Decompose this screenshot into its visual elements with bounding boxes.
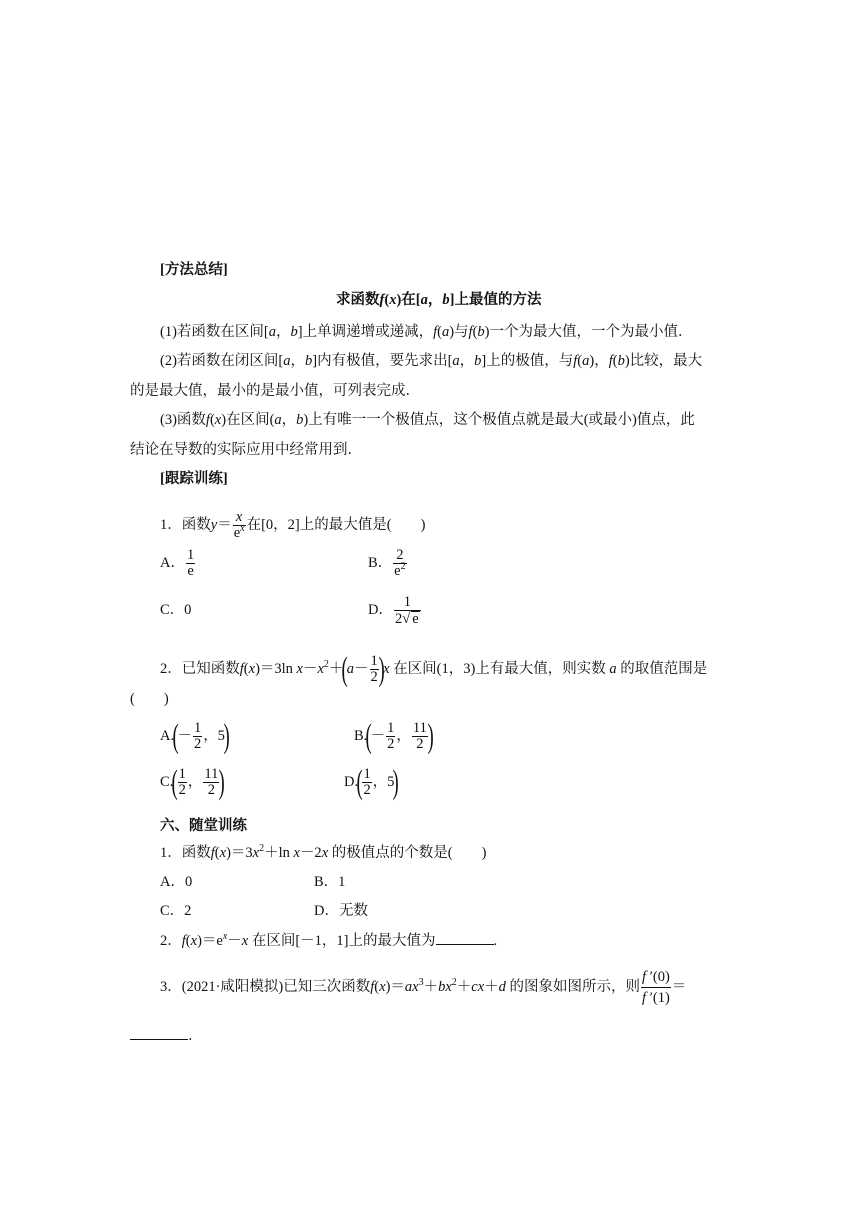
tracking-q2: 2．已知函数f(x)＝3ln $x-x^2+(a-$ $\frac{1}{2}$ )x 在区间(1，3)上有最大值，则实数 a 的取值范围是	[160, 650, 708, 688]
method-item-1: (1)若函数在区间[a，b]上单调递增或递减，f(a)与f(b)一个为最大值，一个为最小值．	[160, 324, 693, 340]
practice-q3: 3．(2021·咸阳模拟)已知三次函数$f(x)=ax^3+bx^2+cx+d$ 的图象如图所示，则 $\frac{f '(0)}{f '(1)}$ ＝	[160, 969, 687, 1007]
tracking-q1-option-c[interactable]: C．0	[160, 602, 192, 618]
answer-blank[interactable]	[130, 1025, 188, 1040]
tracking-q2-option-a[interactable]: A.(－ $\frac{1}{2}$ ，5)	[160, 717, 230, 755]
practice-q1-option-b[interactable]: B．1	[314, 874, 346, 890]
tracking-q1-option-b[interactable]: B． $\frac{2}{e^2}$	[368, 547, 406, 580]
tracking-q2-option-d[interactable]: D.( $\frac{1}{2}$ ，5)	[344, 763, 400, 801]
method-title: 求函数f(x)在[a，b]上最值的方法	[336, 292, 542, 308]
practice-q2: 2．$f(x)=e^x-x$ 在区间[－1，1]上的最大值为 .	[160, 931, 498, 949]
practice-q1: 1．函数$f(x)=3x^2+\ln$ x－2x 的极值点的个数是( )	[160, 843, 487, 861]
answer-blank[interactable]	[436, 930, 494, 945]
tracking-q2-option-b[interactable]: B.(－ $\frac{1}{2}$ ， $\frac{11}{2}$ )	[354, 717, 434, 755]
practice-q1-option-c[interactable]: C．2	[160, 903, 192, 919]
practice-q3-answer: ．	[130, 1025, 203, 1046]
tracking-q1: 1．函数y＝ $\frac{x}{e^x}$ 在[0，2]上的最大值是( )	[160, 509, 426, 542]
tracking-q2-option-c[interactable]: C.( $\frac{1}{2}$ ， $\frac{11}{2}$ )	[160, 763, 226, 801]
tracking-heading: [跟踪训练]	[160, 471, 228, 487]
tracking-q1-option-d[interactable]: D． $\frac{1}{2√ e}$	[368, 593, 419, 627]
method-item-2: (2)若函数在闭区间[a，b]内有极值，要先求出[a，b]上的极值，与f(a)，f(b)比较，最大	[160, 353, 703, 369]
tracking-q1-option-a[interactable]: A． $\frac{1}{e}$	[160, 547, 195, 580]
method-item-2-cont: 的是最大值，最小的是最小值，可列表完成．	[130, 383, 420, 399]
method-item-3: (3)函数f(x)在区间(a，b)上有唯一一个极值点，这个极值点就是最大(或最小)值点，此	[160, 412, 695, 428]
method-item-3-cont: 结论在导数的实际应用中经常用到．	[130, 442, 362, 458]
practice-q1-option-a[interactable]: A．0	[160, 874, 193, 890]
practice-q1-option-d[interactable]: D．无数	[314, 903, 368, 919]
section6-heading: 六、随堂训练	[160, 818, 247, 834]
tracking-q2-paren: ( )	[130, 691, 169, 707]
method-heading: [方法总结]	[160, 262, 228, 278]
